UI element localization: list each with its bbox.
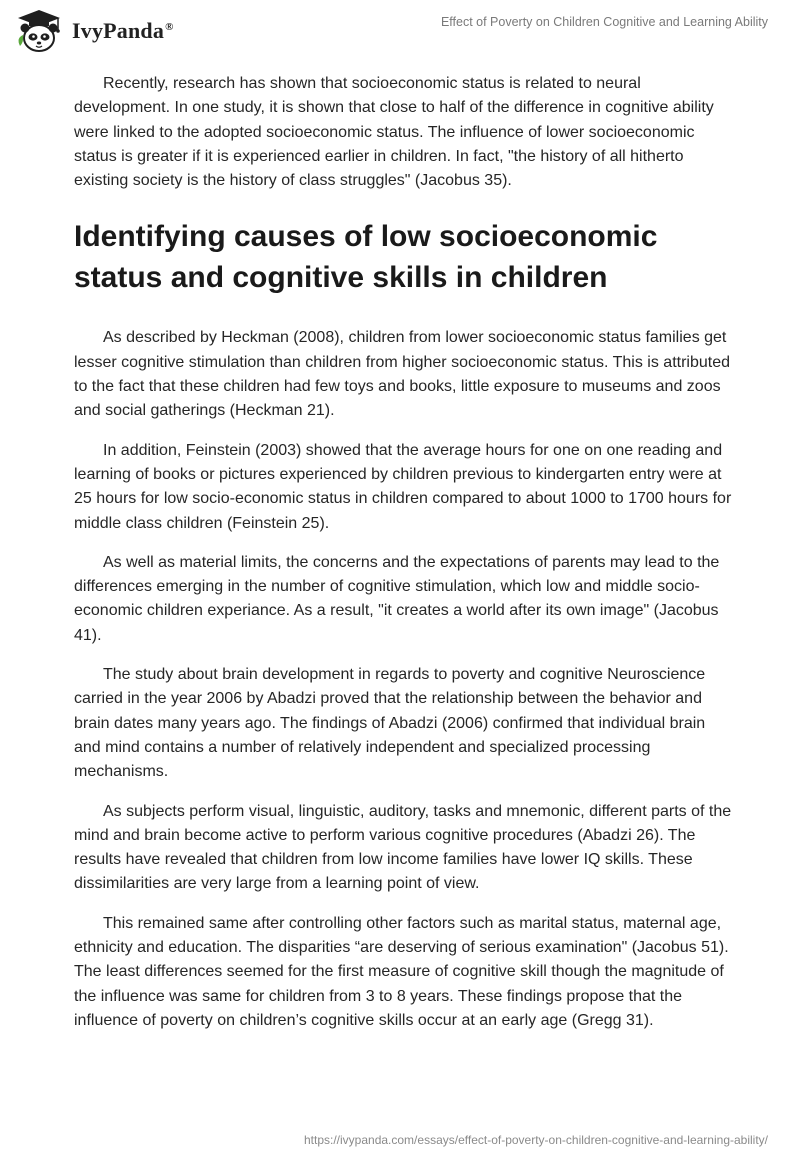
page-header — [0, 0, 800, 60]
body-paragraph-5: As subjects perform visual, linguistic, auditory, tasks and mnemonic, different parts of the mind and brain become active to perform various cognitive procedures (Abadzi 26). The results have revealed that children from low income families have lower IQ skills. These dissimilarities are very large from a learning point of view. — [74, 802, 732, 893]
body-paragraph-6: This remained same after controlling other factors such as marital status, maternal age, ethnicity and education. The disparities “are deserving of serious examination" (Jacobus 51). The least differences seemed for the first measure of cognitive skill though the magnitude of the influence was same for children from 3 to 8 years. These findings propose that the influence of poverty on children’s cognitive skills occur at an early age (Gregg 31). — [74, 914, 729, 1029]
section-heading: Identifying causes of low socioeconomic status and cognitive skills in children — [74, 220, 658, 295]
panda-logo-icon — [14, 8, 64, 54]
intro-paragraph: Recently, research has shown that socioeconomic status is related to neural development. In one study, it is shown that close to half of the difference in cognitive ability were linked to the adopted socioeconomic status. The influence of lower socioeconomic status is greater if it is experienced earlier in children. In fact, "the history of all hitherto existing society is the history of class struggles" (Jacobus 35). — [74, 75, 714, 190]
source-url-link[interactable]: https://ivypanda.com/essays/effect-of-poverty-on-children-cognitive-and-learning-ability/ — [304, 1133, 768, 1147]
document-title: Effect of Poverty on Children Cognitive and Learning Ability — [440, 15, 768, 29]
body-paragraph-1: As described by Heckman (2008), children from lower socioeconomic status families get lesser cognitive stimulation than children from higher socioeconomic status. This is attributed to the fact that these children had few toys and books, little exposure to museums and zoos and social gatherings (Heckman 21). — [74, 329, 731, 420]
body-paragraph-4: The study about brain development in regards to poverty and cognitive Neuroscience carried in the year 2006 by Abadzi proved that the relationship between the behavior and brain dates many years ago. The findings of Abadzi (2006) confirmed that individual brain and mind contains a number of relatively independent and specialized processing mechanisms. — [74, 666, 706, 781]
brand-logo[interactable] — [14, 8, 174, 54]
body-paragraph-3: As well as material limits, the concerns and the expectations of parents may lead to the differences emerging in the number of cognitive stimulation, which low and middle socio-economic children experiance. As a result, "it creates a world after its own image" (Jacobus 41). — [74, 553, 720, 644]
brand-name: IvyPanda® — [72, 18, 174, 43]
essay-body — [74, 72, 734, 1048]
body-paragraph-2: In addition, Feinstein (2003) showed that the average hours for one on one reading and learning of books or pictures experienced by children previous to kindergarten entry were at 25 hours for low socio-economic status in children compared to about 1000 to 1700 hours for middle class children (Feinstein 25). — [74, 441, 732, 532]
